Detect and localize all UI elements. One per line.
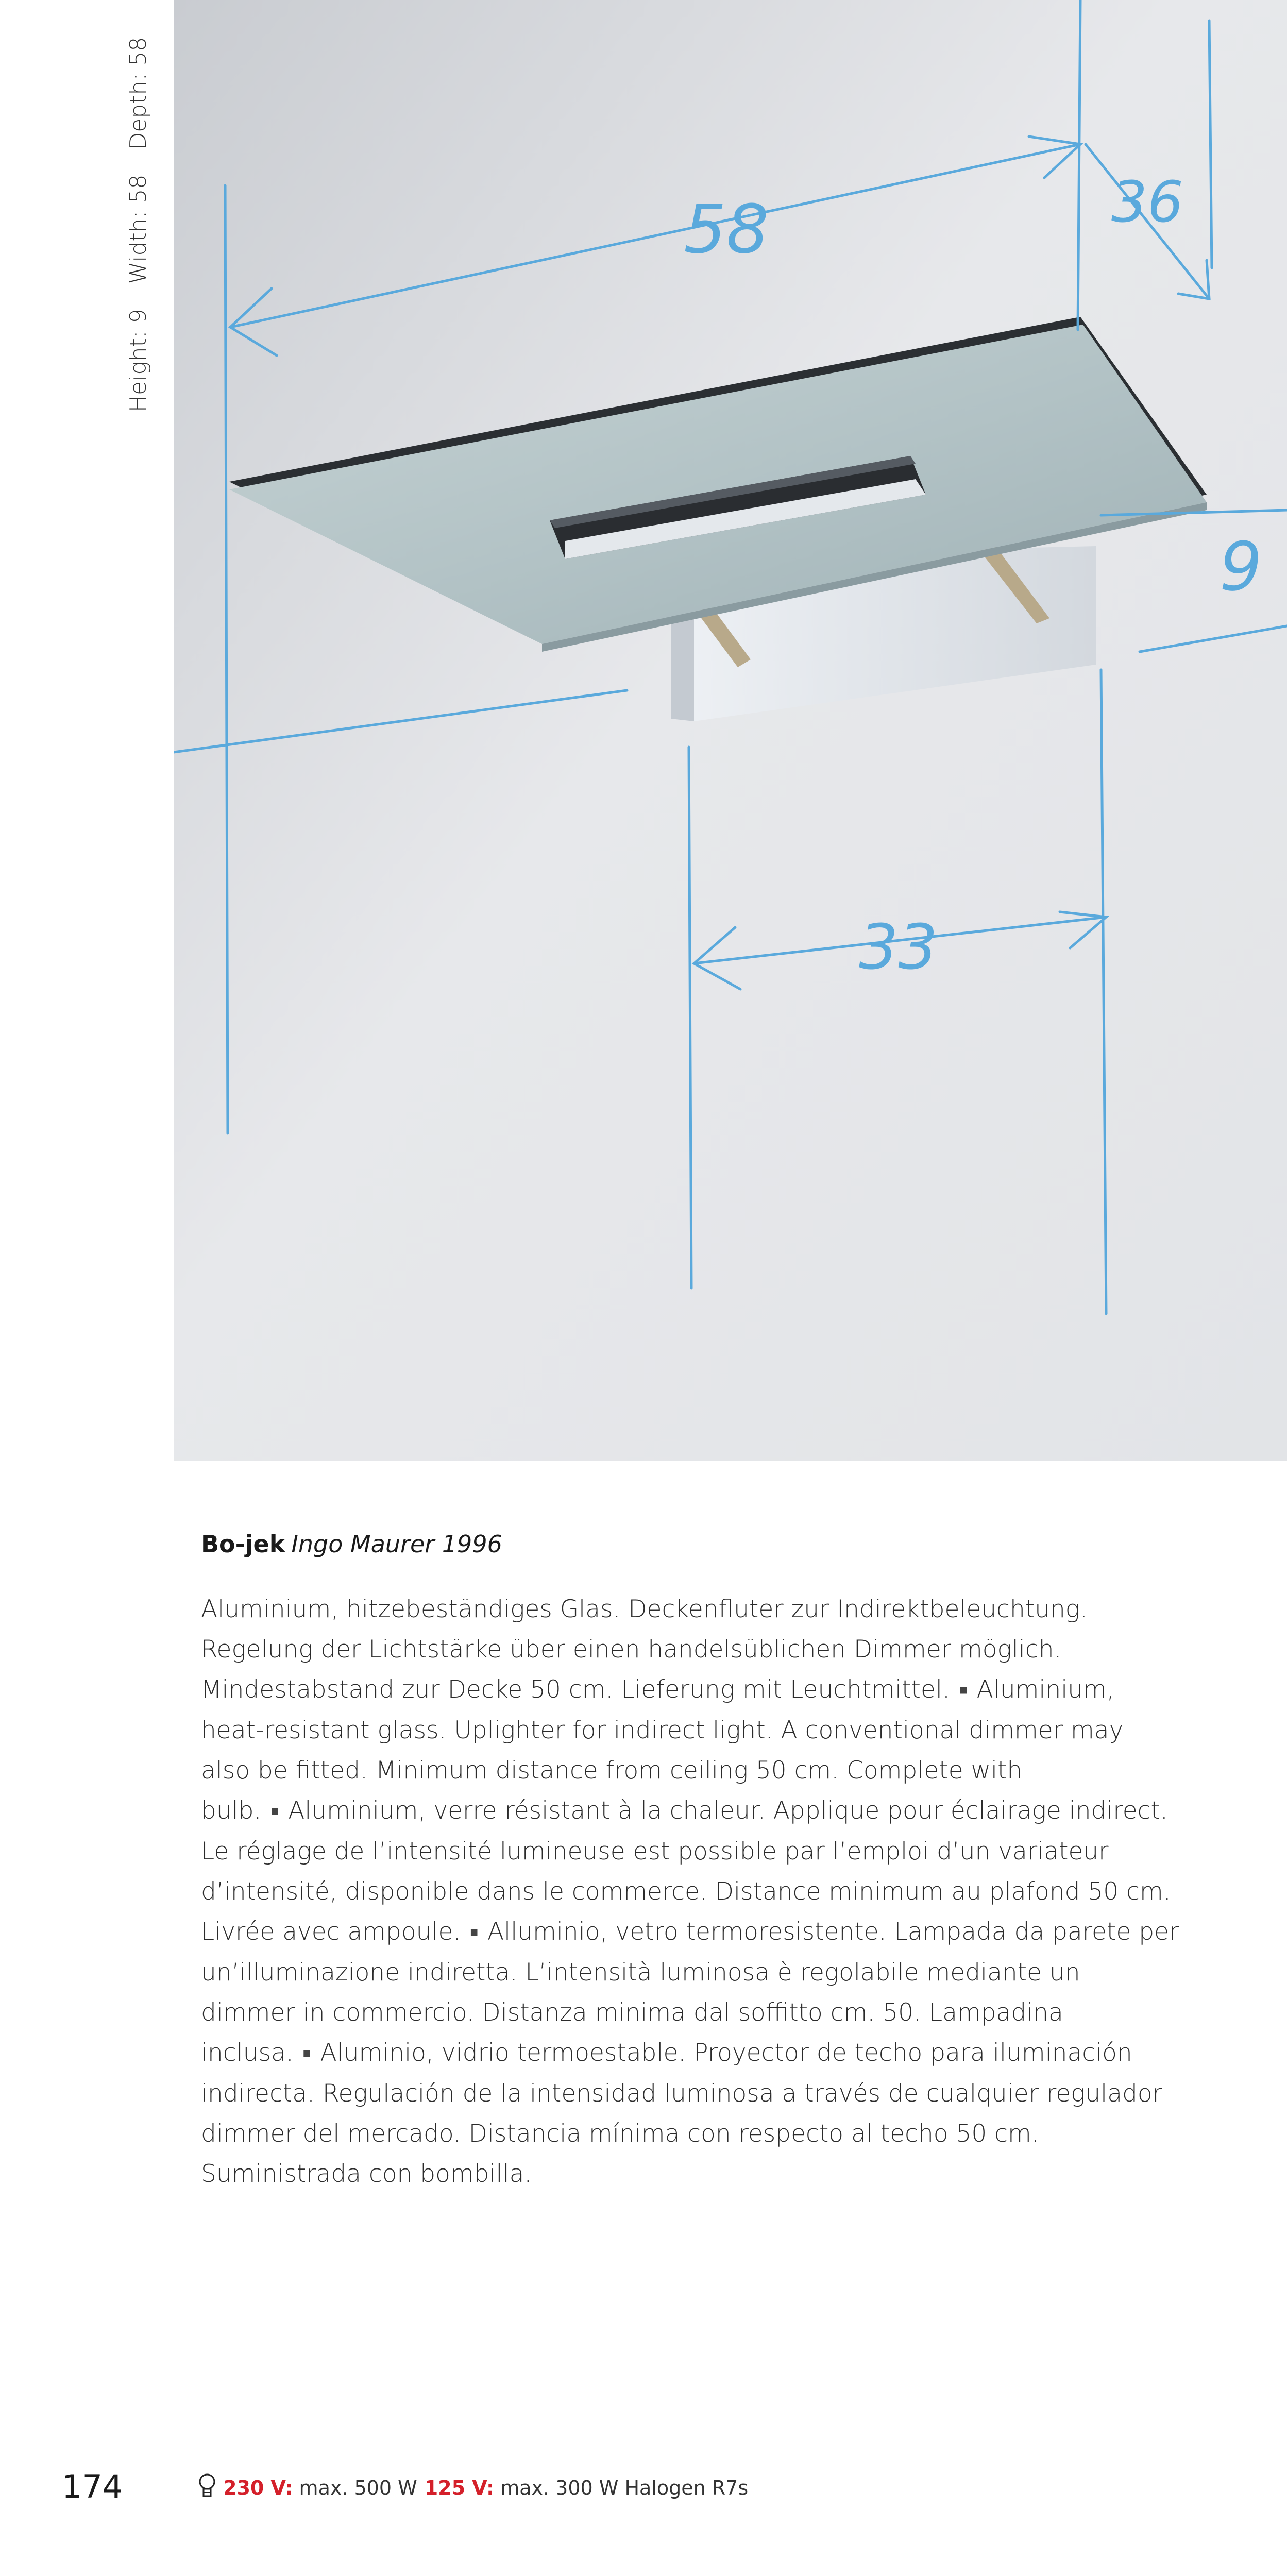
width-dimension: Width: 58 [125,174,151,284]
bulb-icon [198,2473,216,2503]
description-it: Alluminio, vetro termoresistente. Lampada da parete per un’illuminazione indiretta. L’intensità luminosa è regolabile mediante un dimmer in commercio. Distanza minima dal soffitto cm. 50. Lampadina inclusa. [201,1918,1179,2067]
description-es: Aluminio, vidrio termoestable. Proyector de techo para iluminación indirecta. Regulación de la intensidad luminosa a través de cualquier regulador dimmer del mercado. Distancia mínima con respecto al techo 50 cm. Suministrada con bombilla. [201,2039,1162,2188]
separator-square-icon: ■ [959,1683,968,1698]
product-name: Bo-jek [201,1530,285,1558]
height-dimension: Height: 9 [125,309,151,412]
voltage-230-label: 230 V: [223,2477,293,2499]
description-fr: Aluminium, verre résistant à la chaleur. Applique pour éclairage indirect. Le réglage de l’intensité lumineuse est possible par l’emploi d’un variateur d’intensité, disponible dans le commerce. Distance minimum au plafond 50 cm. Livrée avec ampoule. [201,1797,1171,1946]
product-description [201,1589,1180,2194]
voltage-125-value: max. 300 W Halogen R7s [500,2477,749,2499]
page-number: 174 [62,2468,123,2505]
separator-square-icon: ■ [470,1925,479,1940]
voltage-230-value: max. 500 W [299,2477,417,2499]
description-de: Aluminium, hitzebeständiges Glas. Deckenfluter zur Indirektbeleuchtung. Regelung der Lichtstärke über einen handelsüblichen Dimmer möglich. Mindestabstand zur Decke 50 cm. Lieferung mit Leuchtmittel. [201,1595,1088,1704]
annotation-depth: 36 [1111,169,1183,235]
product-title [201,1530,502,1558]
separator-square-icon: ■ [270,1804,279,1819]
separator-square-icon: ■ [302,2046,311,2061]
dimensions-caption [125,20,151,412]
annotation-width: 58 [684,190,769,268]
annotation-height: 9 [1220,528,1262,606]
annotation-projection: 33 [859,912,938,984]
product-designer-year: Ingo Maurer 1996 [291,1530,502,1558]
depth-dimension: Depth: 58 [125,37,151,150]
bulb-spec [198,2473,748,2503]
voltage-125-label: 125 V: [424,2477,495,2499]
product-photo [174,0,1287,1461]
description-en: Aluminium, heat-resistant glass. Uplighter for indirect light. A conventional dimmer may also be fitted. Minimum distance from ceiling 50 cm. Complete with bulb. [201,1675,1124,1825]
